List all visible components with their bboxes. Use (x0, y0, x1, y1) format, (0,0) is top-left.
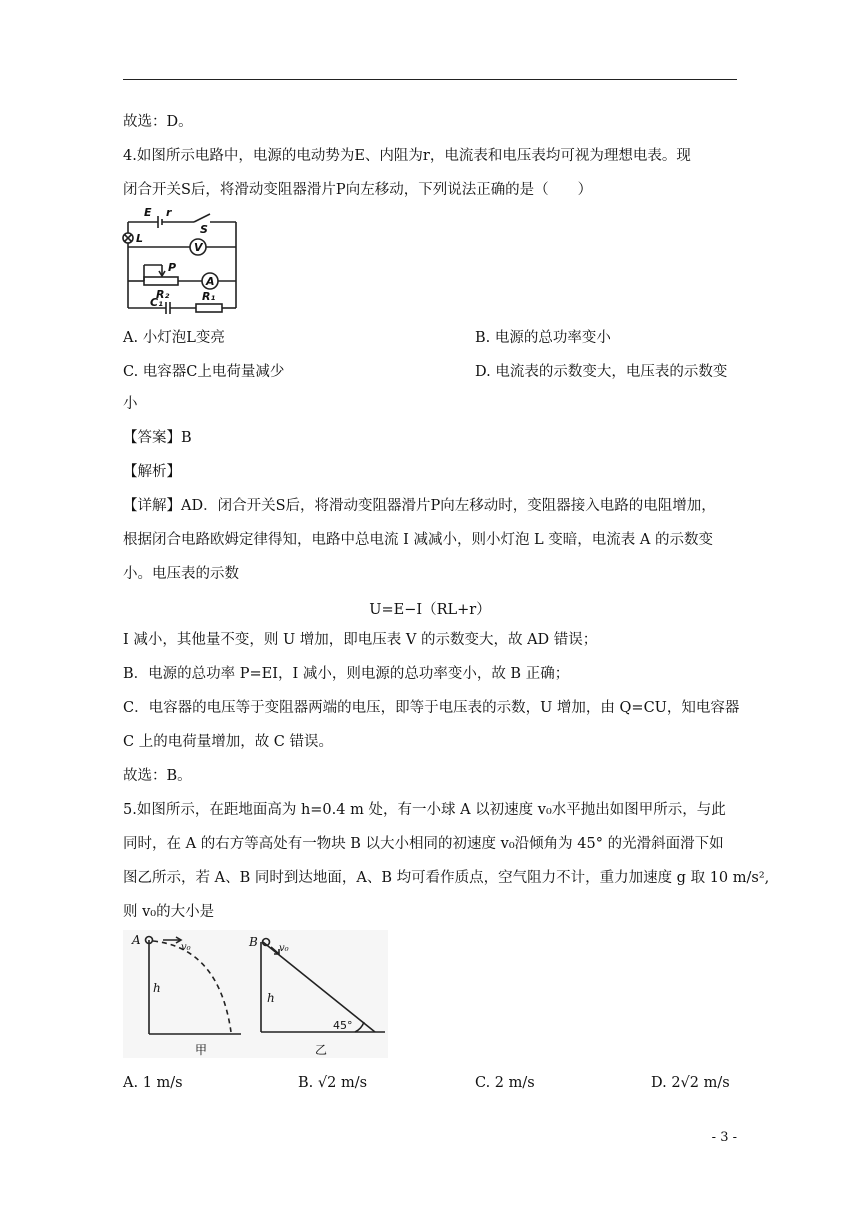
question-4-line-2: 闭合开关S后，将滑动变阻器滑片P向左移动，下列说法正确的是（ ） (123, 182, 593, 198)
q5-option-b: B. √2 m/s (298, 1075, 368, 1091)
label-B: B (249, 935, 258, 949)
option-d: D. 电流表的示数变大，电压表的示数变 (475, 364, 728, 380)
label-v0-a: v₀ (181, 942, 191, 953)
label-yi: 乙 (315, 1043, 328, 1057)
header-rule (123, 79, 737, 80)
detail-line-5: B．电源的总功率 P=EI，I 减小，则电源的总功率变小，故 B 正确； (123, 666, 570, 682)
analysis-heading: 【解析】 (123, 464, 181, 480)
answer-heading: 【答案】B (123, 430, 192, 446)
text-line: 故选：B。 (123, 768, 192, 784)
option-b: B. 电源的总功率变小 (475, 330, 611, 346)
question-5-line-3: 图乙所示，若 A、B 同时到达地面，A、B 均可看作质点，空气阻力不计，重力加速度 g 取 10 m/s², (123, 870, 770, 886)
question-5-line-4: 则 v₀的大小是 (123, 904, 215, 920)
formula: U=E−I（RL+r） (369, 602, 491, 618)
label-S: S (200, 223, 208, 236)
label-V: V (194, 241, 203, 254)
label-E: E (144, 206, 152, 219)
label-h-a: h (153, 981, 161, 995)
text-line: 故选：D。 (123, 114, 193, 130)
question-5-line-1: 5.如图所示，在距地面高为 h=0.4 m 处，有一小球 A 以初速度 v₀水平抛出如图甲所示，与此 (123, 802, 726, 818)
label-A: A (206, 275, 215, 288)
label-jia: 甲 (195, 1043, 208, 1057)
projectile-figure (123, 930, 388, 1058)
option-a: A. 小灯泡L变亮 (123, 330, 225, 346)
q5-option-a: A. 1 m/s (123, 1075, 183, 1091)
label-h-b: h (267, 991, 275, 1005)
q5-option-c: C. 2 m/s (475, 1075, 535, 1091)
detail-line-2: 根据闭合电路欧姆定律得知，电路中总电流 I 减减小，则小灯泡 L 变暗，电流表 A 的示数变 (123, 532, 713, 548)
label-R1: R₁ (202, 290, 216, 303)
detail-line-4: I 减小，其他量不变，则 U 增加，即电压表 V 的示数变大，故 AD 错误； (123, 632, 598, 648)
detail-line-6: C．电容器的电压等于变阻器两端的电压，即等于电压表的示数，U 增加，由 Q=CU，知电容器 (123, 700, 740, 716)
detail-line-3: 小。电压表的示数 (123, 566, 239, 582)
circuit-diagram (122, 205, 247, 315)
label-angle: 45° (333, 1019, 353, 1032)
question-5-line-2: 同时，在 A 的右方等高处有一物块 B 以大小相同的初速度 v₀沿倾角为 45° 的光滑斜面滑下如 (123, 836, 724, 852)
option-d-continued: 小 (123, 396, 138, 412)
question-4-line-1: 4.如图所示电路中，电源的电动势为E、内阻为r，电流表和电压表均可视为理想电表。现 (123, 148, 691, 164)
label-r: r (166, 206, 172, 219)
label-A: A (132, 933, 141, 947)
label-v0-b: v₀ (279, 943, 289, 954)
label-P: P (168, 261, 177, 274)
label-R2: R₂ (156, 288, 170, 301)
q5-option-d: D. 2√2 m/s (651, 1075, 730, 1091)
label-C1: C₁ (150, 296, 163, 309)
option-c: C. 电容器C上电荷量减少 (123, 364, 285, 380)
page-number: - 3 - (711, 1130, 737, 1145)
detail-line-7: C 上的电荷量增加，故 C 错误。 (123, 734, 334, 750)
label-L: L (136, 232, 144, 245)
detail-line-1: 【详解】AD．闭合开关S后，将滑动变阻器滑片P向左移动时，变阻器接入电路的电阻增加， (123, 498, 716, 514)
